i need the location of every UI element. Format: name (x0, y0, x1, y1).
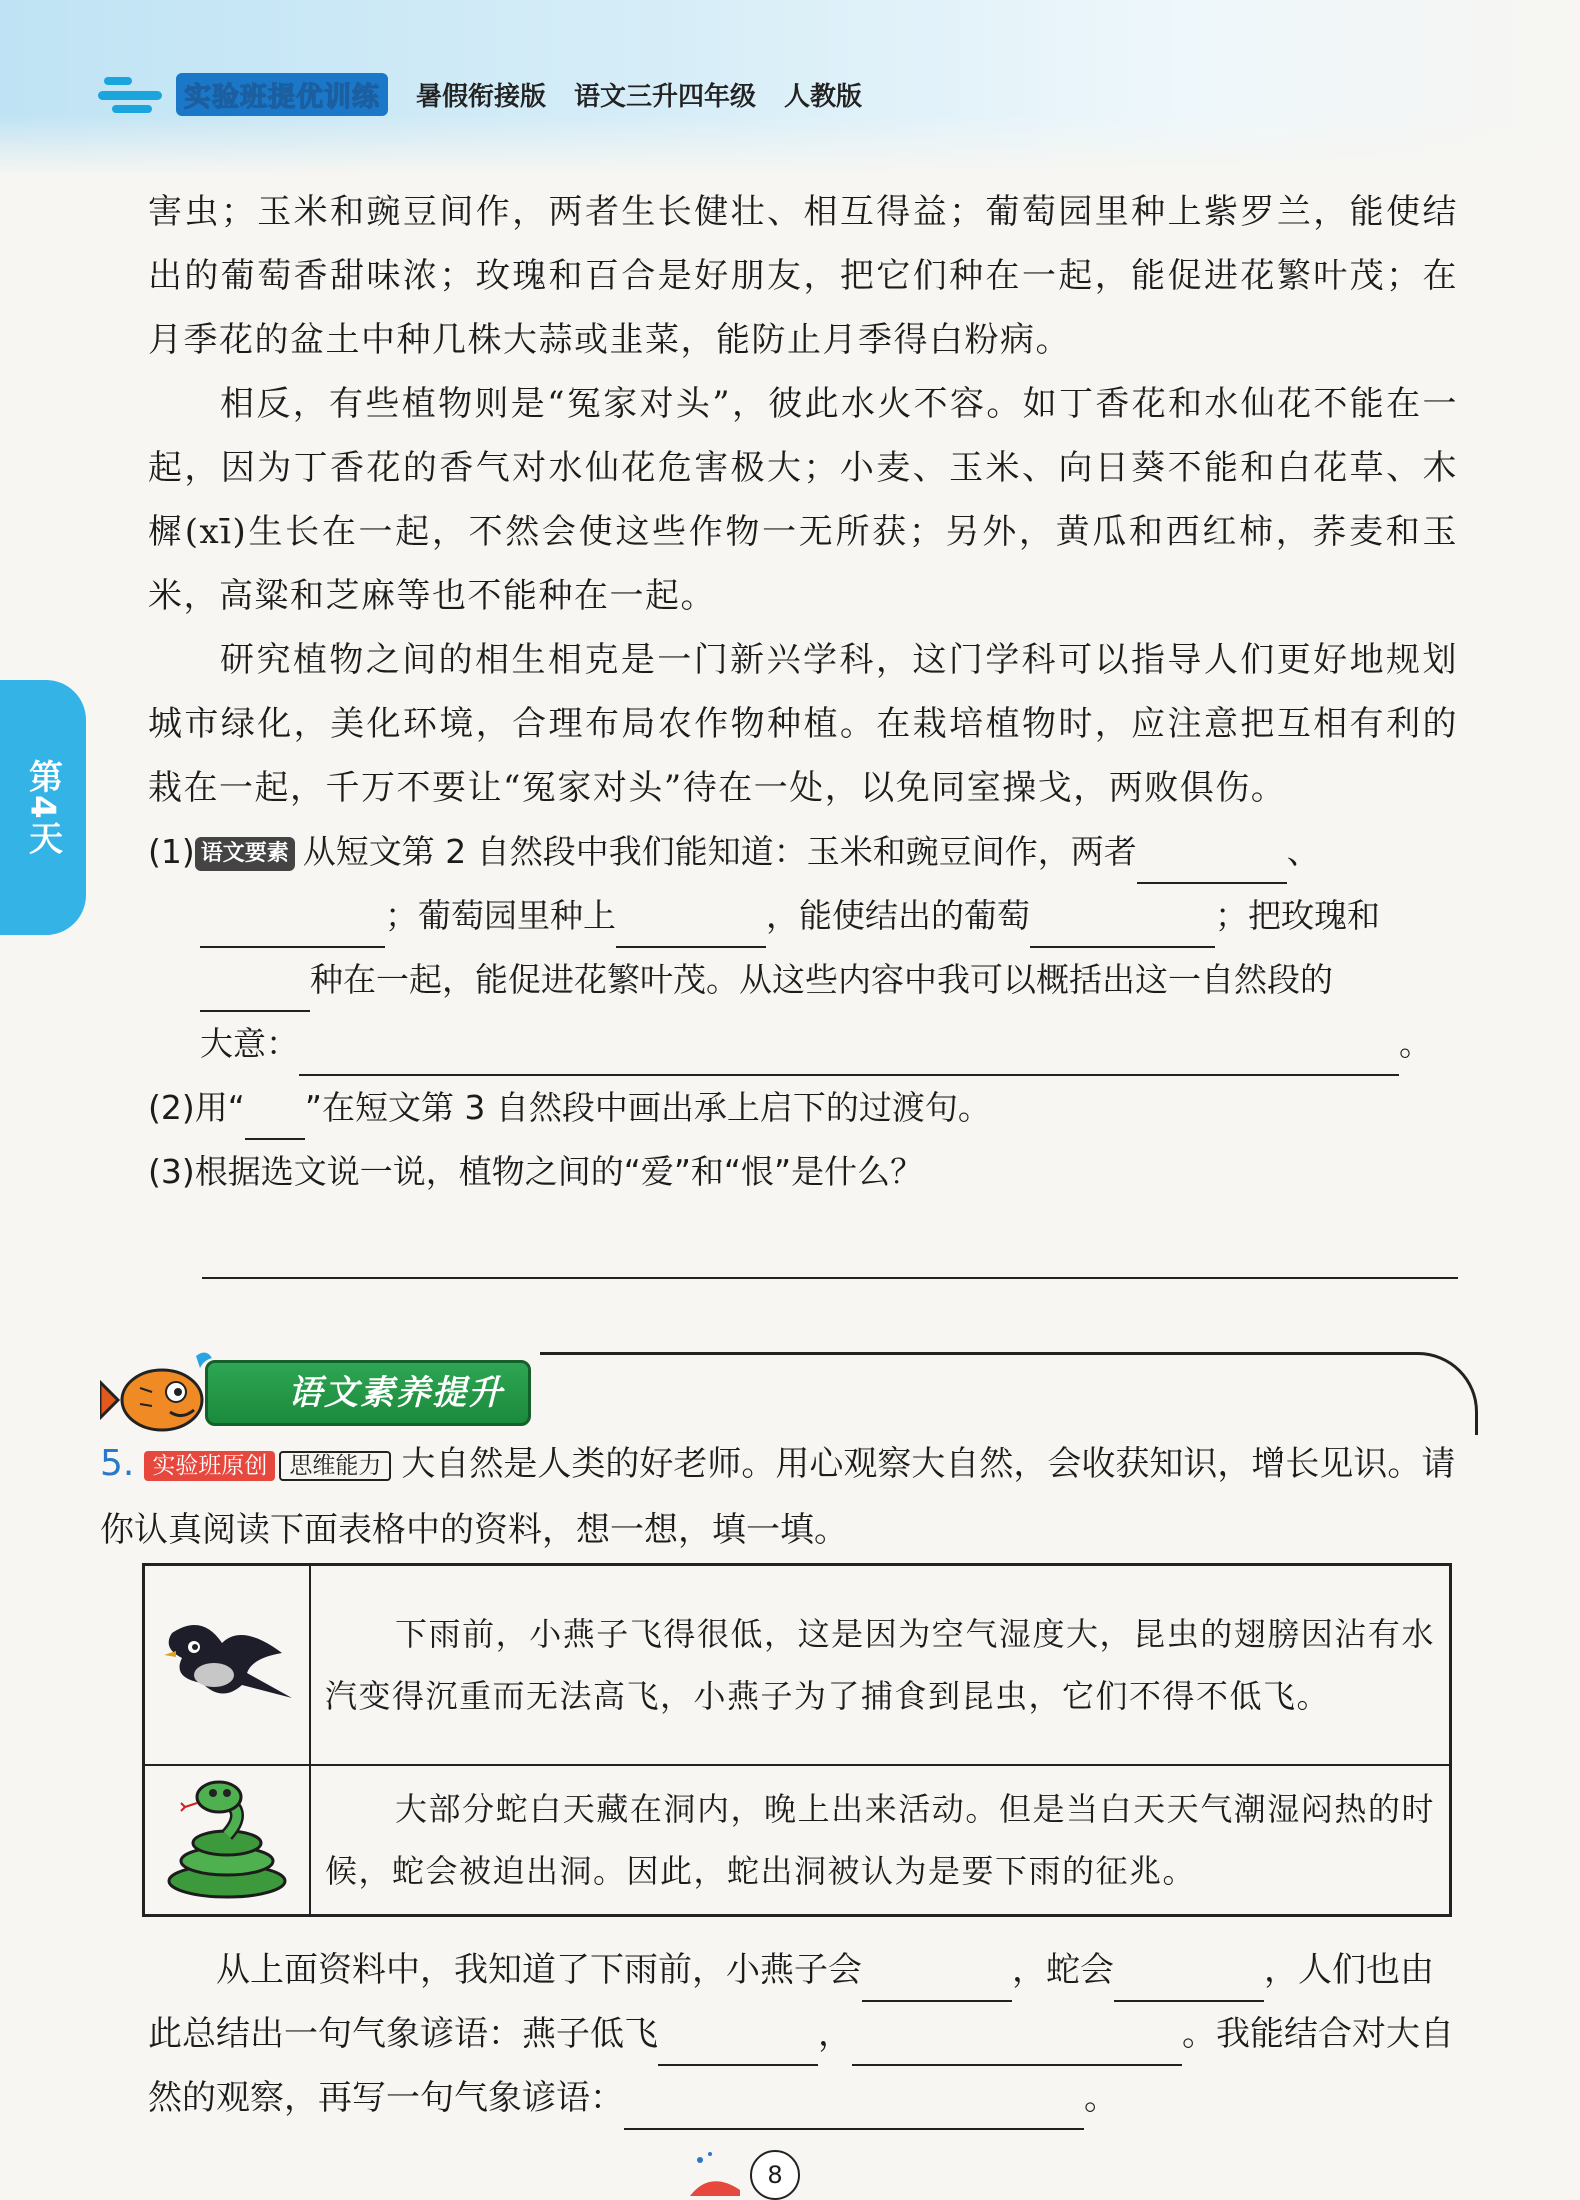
page-number: 8 (750, 2150, 800, 2200)
page-decoration-icon (680, 2150, 760, 2196)
edition-label: 暑假衔接版 (416, 81, 547, 112)
table-cell-text: 下雨前，小燕子飞得很低，这是因为空气湿度大，昆虫的翅膀因沾有水汽变得沉重而无法高飞，小燕子为了捕食到昆虫，它们不得不低飞。 (310, 1565, 1451, 1766)
question-2-text-a: (2)用“ (148, 1088, 245, 1127)
table-row (144, 1565, 1451, 1766)
table-cell-text: 大部分蛇白天藏在洞内，晚上出来活动。但是当白天天气潮湿闷热的时候，蛇会被迫出洞。因此，蛇出洞被认为是要下雨的征兆。 (310, 1765, 1451, 1916)
answer-blank[interactable] (1137, 842, 1287, 884)
answer-blank[interactable] (200, 906, 385, 948)
fill-text-d: ， (818, 2014, 852, 2054)
question-3: (3)根据选文说一说，植物之间的“爱”和“恨”是什么？ (148, 1152, 924, 1191)
day-tab-label: 第4天 (22, 758, 63, 857)
fill-text-b: ，蛇会 (1012, 1950, 1114, 1990)
answer-blank[interactable] (624, 2088, 1084, 2130)
fill-text-c: ，人们也由此总结出一句气象谚语：燕子低飞 (148, 1950, 1434, 2054)
question-5 (100, 1432, 1460, 1562)
answer-blank[interactable] (1114, 1960, 1264, 2002)
question-1-text-e: 种在一起，能促进花繁叶茂。从这些内容中我可以概括出这一自然段的 (310, 960, 1333, 999)
section-banner (100, 1308, 1480, 1428)
yuwen-yaosu-badge: 语文要素 (195, 837, 295, 871)
passage-paragraph-1: 害虫；玉米和豌豆间作，两者生长健壮、相互得益；葡萄园里种上紫罗兰，能使结出的葡萄香甜味浓；玫瑰和百合是好朋友，把它们种在一起，能促进花繁叶茂；在月季花的盆土中种几株大蒜或韭菜，能防止月季得白粉病。 (148, 192, 1458, 360)
fill-text-a: 从上面资料中，我知道了下雨前，小燕子会 (216, 1950, 862, 1990)
publisher-label: 人教版 (784, 81, 863, 112)
page-header (98, 64, 862, 124)
day-tab (0, 680, 86, 935)
series-title: 实验班提优训练 (176, 73, 388, 116)
subject-label: 语文三升四年级 (574, 81, 757, 112)
banner-divider-line (540, 1352, 1478, 1435)
thinking-badge: 思维能力 (279, 1451, 391, 1481)
table-cell-image (144, 1565, 311, 1766)
answer-blank[interactable] (658, 2024, 818, 2066)
question-1-text-d: ；把玫瑰和 (1215, 896, 1380, 935)
answer-blank[interactable] (852, 2024, 1182, 2066)
table-cell-image (144, 1765, 311, 1916)
answer-blank[interactable] (1030, 906, 1215, 948)
table-row (144, 1765, 1451, 1916)
question-5-number: 5. (100, 1443, 135, 1484)
question-1-text-f: 大意： (200, 1024, 299, 1063)
question-2 (148, 1076, 1458, 1140)
answer-blank-summary[interactable] (299, 1034, 1399, 1076)
passage-paragraph-3: 研究植物之间的相生相克是一门新兴学科，这门学科可以指导人们更好地规划城市绿化，美化环境，合理布局农作物种植。在栽培植物时，应注意把互相有利的栽在一起，千万不要让“冤家对头”待在一处，以免同室操戈，两败俱伤。 (148, 640, 1458, 808)
question-2-text-b: ”在短文第 3 自然段中画出承上启下的过渡句。 (304, 1088, 991, 1127)
question-1-text-c: ，能使结出的葡萄 (766, 896, 1030, 935)
answer-blank[interactable] (200, 970, 310, 1012)
question-5-fill (148, 1938, 1458, 2130)
question-1: (1) 语文要素 从短文第 2 自然段中我们能知道：玉米和豌豆间作，两者 、 ；葡萄园里种上 ，能使结出的葡萄 ；把玫瑰和 种在一起，能促进花繁叶茂。从这些内容中我可以概括出这一自然段的 大意： 。 (148, 820, 1458, 1076)
question-1-text-a: 从短文第 2 自然段中我们能知道：玉米和豌豆间作，两者 (302, 832, 1137, 871)
question-1-text-g: 。 (1399, 1024, 1432, 1063)
section-title: 语文素养提升 (205, 1360, 531, 1426)
info-table (142, 1563, 1452, 1917)
answer-blank[interactable] (616, 906, 766, 948)
fill-text-e: 。我能结合对大自然的观察，再写一句气象谚语： (148, 2014, 1454, 2118)
series-logo-icon (98, 71, 170, 117)
answer-line-q3[interactable] (202, 1277, 1458, 1279)
question-1-number: (1) (148, 832, 195, 871)
fill-text-f: 。 (1084, 2078, 1118, 2118)
original-badge: 实验班原创 (144, 1451, 275, 1481)
underline-sample (245, 1098, 305, 1140)
swallow-icon (152, 1603, 302, 1723)
question-1-text-b: ；葡萄园里种上 (385, 896, 616, 935)
snake-icon (157, 1773, 297, 1903)
passage-paragraph-2: 相反，有些植物则是“冤家对头”，彼此水火不容。如丁香花和水仙花不能在一起，因为丁香花的香气对水仙花危害极大；小麦、玉米、向日葵不能和白花草、木樨(xī)生长在一起，不然会使这些作物一无所获；另外，黄瓜和西红柿，荞麦和玉米，高粱和芝麻等也不能种在一起。 (148, 384, 1458, 616)
question-5-text: 大自然是人类的好老师。用心观察大自然，会收获知识，增长见识。请你认真阅读下面表格中的资料，想一想，填一填。 (100, 1444, 1456, 1550)
answer-blank[interactable] (862, 1960, 1012, 2002)
